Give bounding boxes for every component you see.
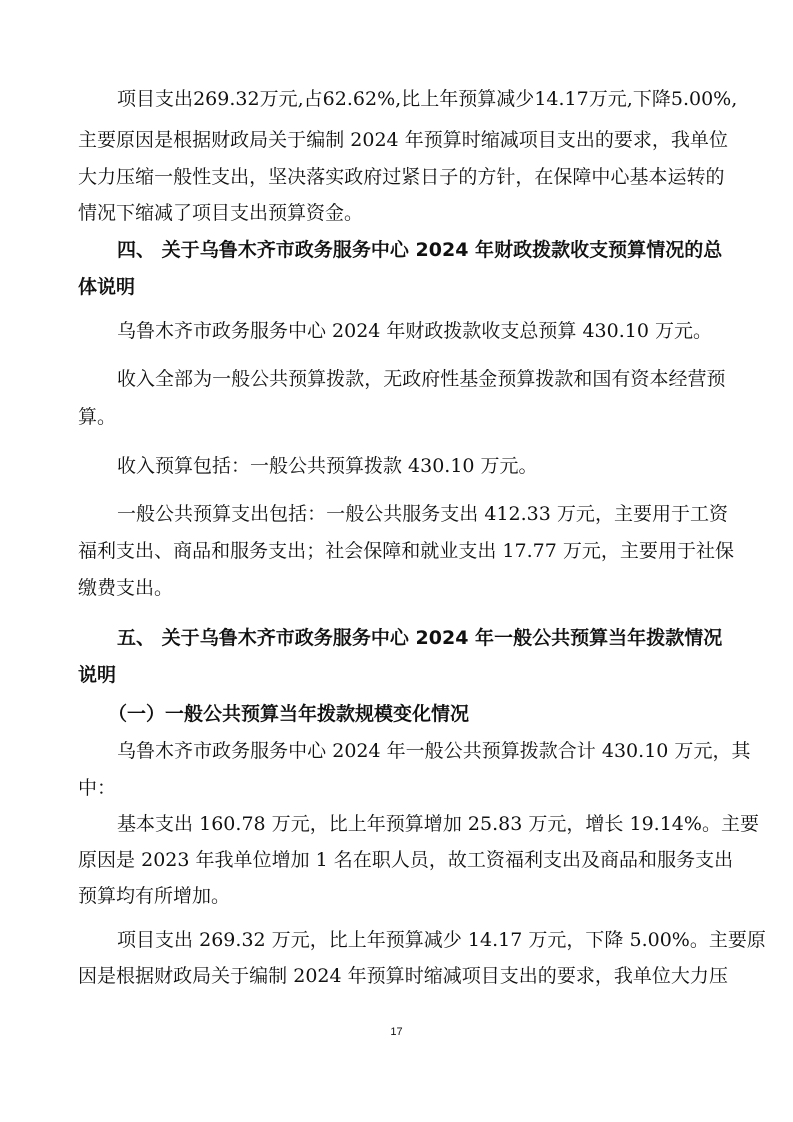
paragraph-line: 算。 (78, 406, 117, 428)
paragraph-line: 收入预算包括：一般公共预算拨款 430.10 万元。 (117, 455, 538, 477)
paragraph-line: 基 本 支 出 1 6 0 . 7 8 万 元 ， 比 上 年 预 算 增 加 2 5 . 8 3 万 元 ， 增 长 1 9 . 1 4 % 。 主 要 (117, 813, 759, 835)
paragraph-line: 原 因 是 2 0 2 3 年 我 单 位 增 加 1 名 在 职 人 员 ， 故 工 资 福 利 支 出 及 商 品 和 服 务 支 出 (78, 849, 734, 871)
paragraph-line: 预算均有所增加。 (78, 885, 231, 907)
paragraph-line: 福 利 支 出 、 商 品 和 服 务 支 出 ； 社 会 保 障 和 就 业 支 出 1 7 . 7 7 万 元 ， 主 要 用 于 社 保 (78, 540, 734, 562)
paragraph-line: 缴费支出。 (78, 577, 174, 599)
paragraph-line: 项 目 支 出 2 6 9 . 3 2 万 元 ， 比 上 年 预 算 减 少 1 4 . 1 7 万 元 ， 下 降 5 . 0 0 % 。 主 要 原 (117, 929, 766, 951)
paragraph-line: 乌鲁木齐市政务服务中心 2024 年财政拨款收支总预算 430.10 万元。 (117, 320, 712, 342)
section-heading: 五 、 关 于 乌 鲁 木 齐 市 政 务 服 务 中 心 2 0 2 4 年 一 般 公 共 预 算 当 年 拨 款 情 况 (117, 627, 723, 649)
paragraph-line: 情况下缩减了项目支出预算资金。 (78, 202, 364, 224)
paragraph-line: 收 入 全 部 为 一 般 公 共 预 算 拨 款 ， 无 政 府 性 基 金 预 算 拨 款 和 国 有 资 本 经 营 预 (117, 368, 726, 390)
page-number: 17 (390, 1026, 403, 1038)
section-heading: 体说明 (78, 276, 136, 298)
paragraph-line: 因 是 根 据 财 政 局 关 于 编 制 2 0 2 4 年 预 算 时 缩 减 项 目 支 出 的 要 求 ， 我 单 位 大 力 压 (78, 965, 728, 987)
section-heading: 四 、 关 于 乌 鲁 木 齐 市 政 务 服 务 中 心 2 0 2 4 年 财 政 拨 款 收 支 预 算 情 况 的 总 (117, 239, 723, 261)
subsection-heading: （一）一般公共预算当年拨款规模变化情况 (108, 703, 470, 725)
paragraph-line: 一 般 公 共 预 算 支 出 包 括 ： 一 般 公 共 服 务 支 出 4 1 2 . 3 3 万 元 ， 主 要 用 于 工 资 (117, 503, 729, 525)
paragraph-line: 大 力 压 缩 一 般 性 支 出 ， 坚 决 落 实 政 府 过 紧 日 子 的 方 针 ， 在 保 障 中 心 基 本 运 转 的 (78, 166, 725, 188)
paragraph-line: 主 要 原 因 是 根 据 财 政 局 关 于 编 制 2 0 2 4 年 预 算 时 缩 减 项 目 支 出 的 要 求 ， 我 单 位 (78, 129, 728, 151)
section-heading: 说明 (78, 664, 117, 686)
paragraph-line: 乌 鲁 木 齐 市 政 务 服 务 中 心 2 0 2 4 年 一 般 公 共 预 算 拨 款 合 计 4 3 0 . 1 0 万 元 ， 其 (117, 740, 751, 762)
paragraph-line: 项 目 支 出 2 6 9 . 3 2 万 元 , 占 6 2 . 6 2 % , 比 上 年 预 算 减 少 1 4 . 1 7 万 元 , 下 降 5 . 0 0 % , (117, 88, 738, 110)
paragraph-line: 中： (78, 777, 117, 799)
